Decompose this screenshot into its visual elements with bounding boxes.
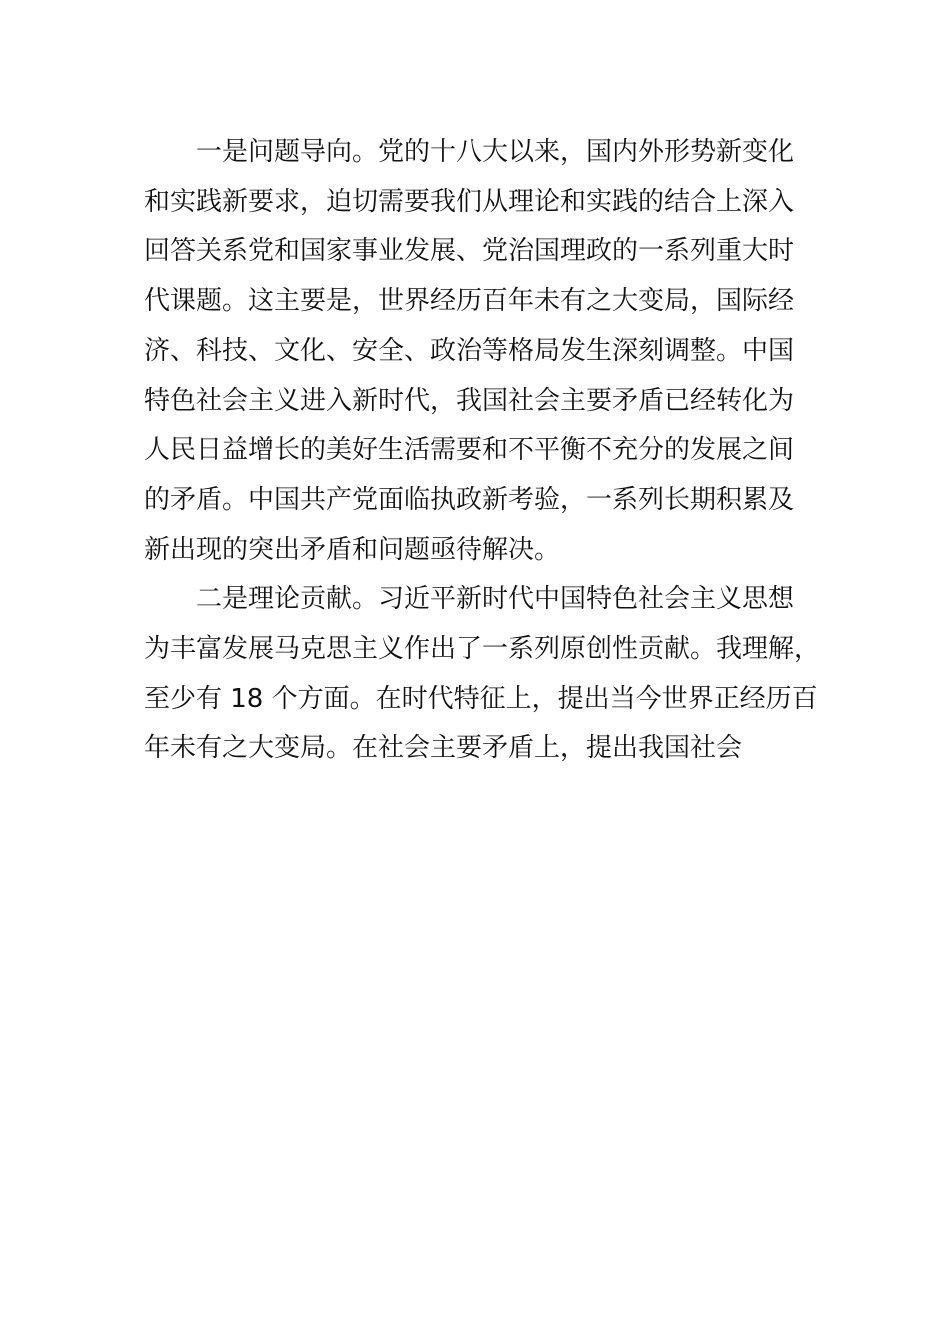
text-line: 回答关系党和国家事业发展、党治国理政的一系列重大时 — [144, 236, 795, 267]
text-line: 为丰富发展马克思主义作出了一系列原创性贡献。我理解， — [144, 634, 821, 665]
text-line: 特色社会主义进入新时代，我国社会主要矛盾已经转化为 — [144, 385, 795, 416]
text-line: 二是理论贡献。习近平新时代中国特色社会主义思想 — [196, 584, 795, 615]
text-line: 和实践新要求，迫切需要我们从理论和实践的结合上深入 — [144, 186, 795, 217]
text-line: 新出现的突出矛盾和问题亟待解决。 — [144, 534, 561, 565]
paragraph-problem-orientation — [144, 128, 824, 575]
text-line: 至少有 18 个方面。在时代特征上，提出当今世界正经历百 — [144, 683, 818, 714]
text-line: 的矛盾。中国共产党面临执政新考验，一系列长期积累及 — [144, 484, 795, 515]
text-line: 人民日益增长的美好生活需要和不平衡不充分的发展之间 — [144, 435, 795, 466]
text-line: 济、科技、文化、安全、政治等格局发生深刻调整。中国 — [144, 335, 795, 366]
text-line: 代课题。这主要是，世界经历百年未有之大变局，国际经 — [144, 286, 795, 317]
text-line: 年未有之大变局。在社会主要矛盾上，提出我国社会 — [144, 733, 743, 764]
text-line: 一是问题导向。党的十八大以来，国内外形势新变化 — [196, 137, 795, 167]
body-text — [144, 128, 824, 774]
paragraph-theoretical-contribution — [144, 575, 824, 774]
